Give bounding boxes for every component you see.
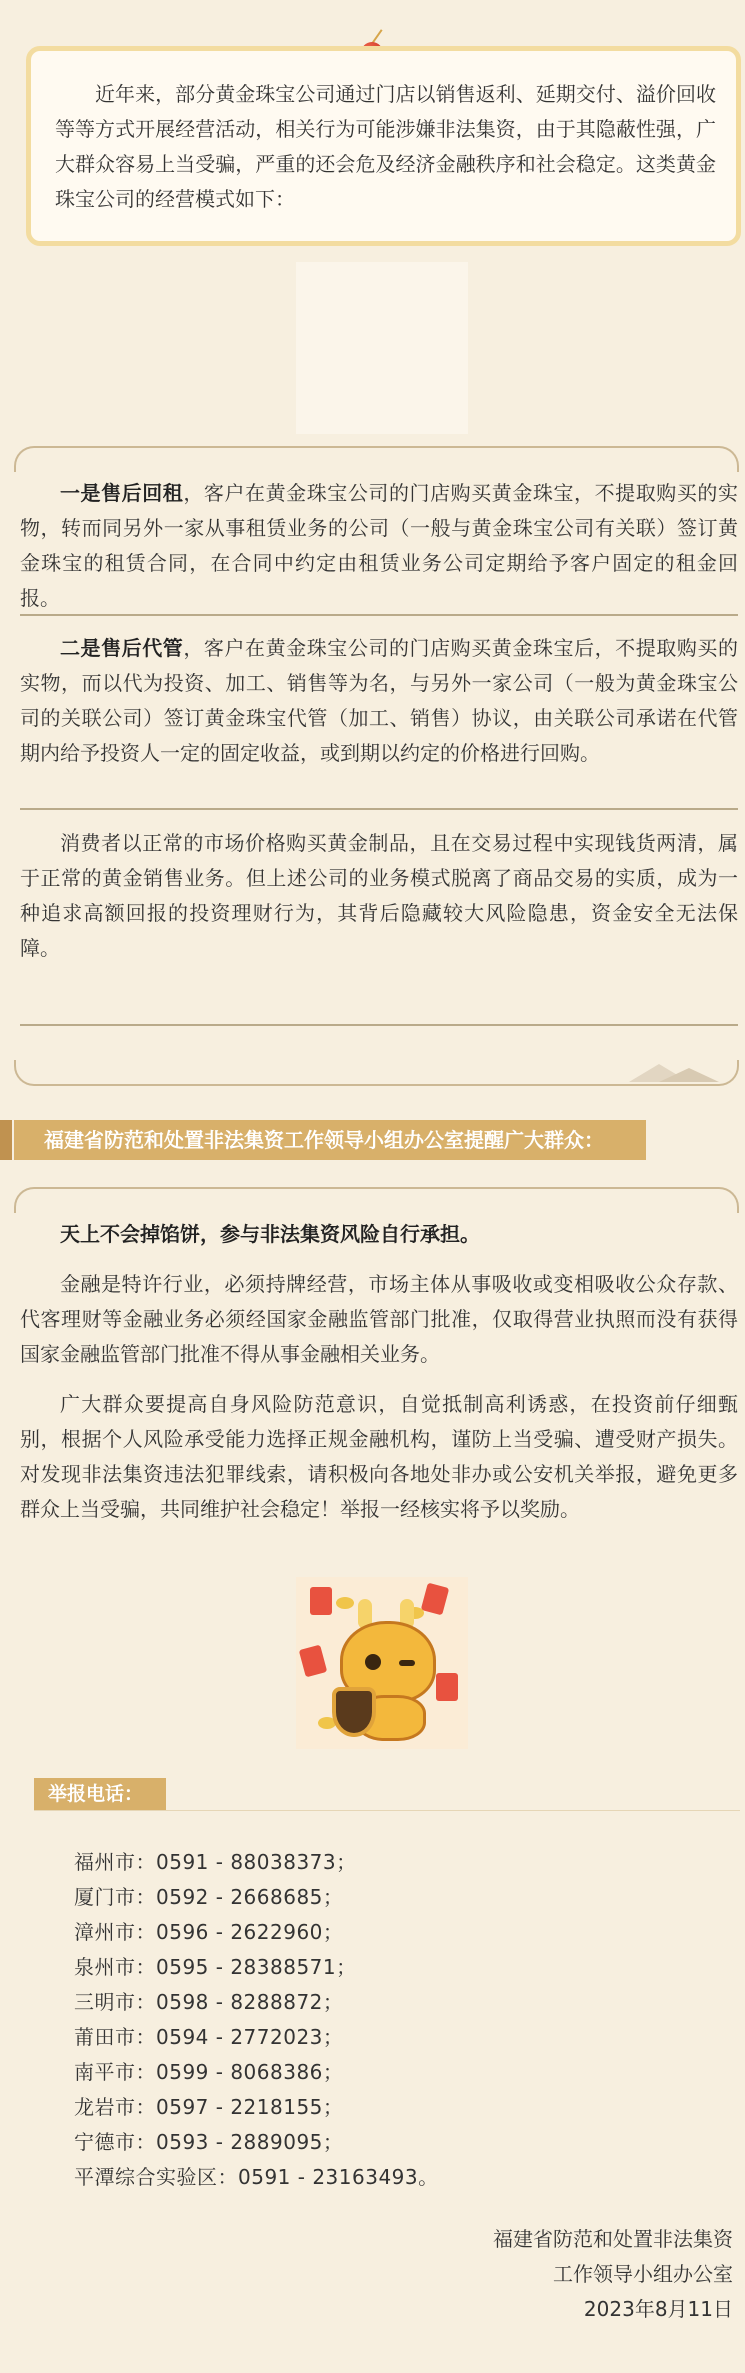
mountain-decoration-icon	[629, 1060, 719, 1082]
divider	[20, 808, 738, 810]
model-leaseback-text: ，客户在黄金珠宝公司的门店购买黄金珠宝，不提取购买的实物，转而同另外一家从事租赁业务的公司（一般与黄金珠宝公司有关联）签订黄金珠宝的租赁合同，在合同中约定由租赁业务公司定期给予客户固定的租金回报。	[20, 481, 738, 610]
hotline-item: 福州市：0591 - 88038373；	[74, 1850, 357, 1874]
model-leaseback-title: 一是售后回租	[60, 481, 184, 505]
hotline-item: 泉州市：0595 - 28388571；	[74, 1955, 357, 1979]
consumer-note: 消费者以正常的市场价格购买黄金制品，且在交易过程中实现钱货两清，属于正常的黄金销售业务。但上述公司的业务模式脱离了商品交易的实质，成为一种追求高额回报的投资理财行为，其背后隐藏较大风险隐患，资金安全无法保障。	[20, 831, 738, 960]
model-custody	[20, 631, 738, 771]
signature-date: 2023年8月11日	[583, 2297, 733, 2321]
article-image	[296, 262, 468, 434]
warning-panel	[14, 1187, 739, 1559]
warning-para-license: 金融是特许行业，必须持牌经营，市场主体从事吸收或变相吸收公众存款、代客理财等金融业务必须经国家金融监管部门批准，仅取得营业执照而没有获得国家金融监管部门批准不得从事金融相关业务。	[20, 1272, 738, 1366]
banner-marker	[0, 1120, 12, 1160]
hotline-item: 宁德市：0593 - 2889095；	[74, 2130, 344, 2154]
divider	[20, 1024, 738, 1026]
hotline-item: 三明市：0598 - 8288872；	[74, 1990, 344, 2014]
intro-text: 近年来，部分黄金珠宝公司通过门店以销售返利、延期交付、溢价回收等等方式开展经营活动，相关行为可能涉嫌非法集资，由于其隐蔽性强，广大群众容易上当受骗，严重的还会危及经济金融秩序和社会稳定。这类黄金珠宝公司的经营模式如下：	[55, 82, 716, 211]
reminder-banner: 福建省防范和处置非法集资工作领导小组办公室提醒广大群众：	[14, 1120, 646, 1160]
warning-para-report: 广大群众要提高自身风险防范意识，自觉抵制高利诱惑，在投资前仔细甄别，根据个人风险承受能力选择正规金融机构，谨防上当受骗、遭受财产损失。对发现非法集资违法犯罪线索，请积极向各地处非办或公安机关举报，避免更多群众上当受骗，共同维护社会稳定！举报一经核实将予以奖励。	[20, 1392, 738, 1521]
hotline-list	[74, 1845, 734, 2195]
warning-headline: 天上不会掉馅饼，参与非法集资风险自行承担。	[60, 1222, 480, 1246]
dragon-mascot-icon	[296, 1577, 468, 1749]
signature-org-line1: 福建省防范和处置非法集资	[493, 2227, 733, 2251]
model-custody-title: 二是售后代管	[60, 636, 184, 660]
hotline-label: 举报电话：	[34, 1778, 166, 1810]
business-models-panel	[14, 446, 739, 1086]
hotline-underline	[34, 1810, 740, 1811]
divider	[20, 614, 738, 616]
hotline-item: 龙岩市：0597 - 2218155；	[74, 2095, 344, 2119]
signature-org-line2: 工作领导小组办公室	[553, 2262, 733, 2286]
signature-block	[493, 2222, 733, 2327]
intro-card	[26, 46, 741, 246]
hotline-item: 南平市：0599 - 8068386；	[74, 2060, 344, 2084]
model-leaseback	[20, 476, 738, 616]
hotline-item: 厦门市：0592 - 2668685；	[74, 1885, 344, 1909]
model-custody-text: ，客户在黄金珠宝公司的门店购买黄金珠宝后，不提取购买的实物，而以代为投资、加工、销售等为名，与另外一家公司（一般为黄金珠宝公司的关联公司）签订黄金珠宝代管（加工、销售）协议，由关联公司承诺在代管期内给予投资人一定的固定收益，或到期以约定的价格进行回购。	[20, 636, 738, 765]
hotline-item: 平潭综合实验区：0591 - 23163493。	[74, 2165, 439, 2189]
hotline-item: 漳州市：0596 - 2622960；	[74, 1920, 344, 1944]
hotline-item: 莆田市：0594 - 2772023；	[74, 2025, 344, 2049]
